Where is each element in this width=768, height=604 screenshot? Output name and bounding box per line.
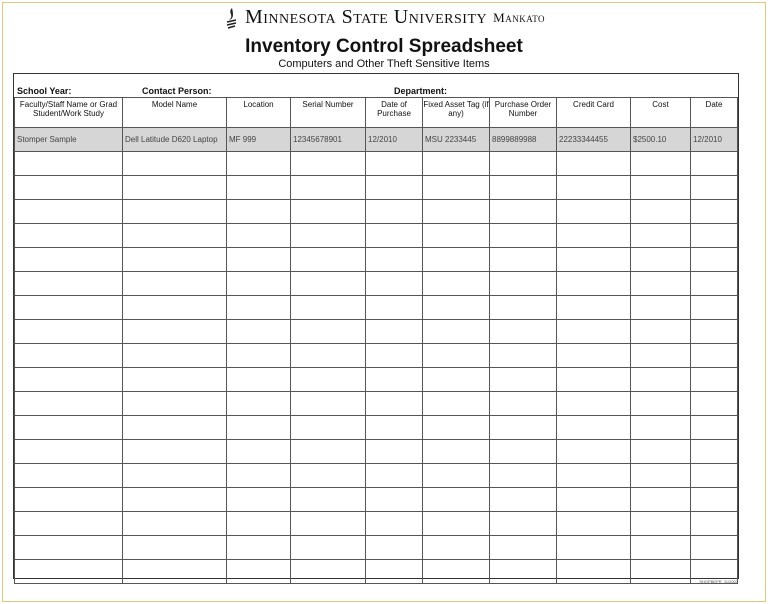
table-cell[interactable]: [631, 176, 691, 200]
table-cell[interactable]: [490, 152, 557, 176]
table-cell[interactable]: [227, 320, 291, 344]
table-cell[interactable]: [123, 224, 227, 248]
table-cell[interactable]: [366, 248, 423, 272]
sample-cell[interactable]: 12/2010: [691, 128, 738, 152]
table-row: [15, 272, 738, 296]
table-cell[interactable]: [490, 368, 557, 392]
meta-row: [14, 74, 738, 97]
table-cell[interactable]: [557, 464, 631, 488]
table-cell[interactable]: [366, 488, 423, 512]
table-cell[interactable]: [227, 296, 291, 320]
table-cell[interactable]: [15, 272, 123, 296]
table-cell[interactable]: [490, 536, 557, 560]
table-cell[interactable]: [227, 560, 291, 584]
table-cell[interactable]: [291, 320, 366, 344]
table-cell[interactable]: [15, 344, 123, 368]
table-cell[interactable]: [557, 200, 631, 224]
table-cell[interactable]: [291, 176, 366, 200]
table-cell[interactable]: [557, 224, 631, 248]
table-row: [15, 176, 738, 200]
table-cell[interactable]: [227, 512, 291, 536]
table-cell[interactable]: [15, 176, 123, 200]
table-cell[interactable]: [227, 464, 291, 488]
table-cell[interactable]: [557, 560, 631, 584]
table-cell[interactable]: [631, 560, 691, 584]
table-cell[interactable]: [123, 200, 227, 224]
sample-cell[interactable]: 12345678901: [291, 128, 366, 152]
sample-cell[interactable]: 12/2010: [366, 128, 423, 152]
table-cell[interactable]: [366, 560, 423, 584]
table-cell[interactable]: [15, 560, 123, 584]
table-cell[interactable]: [557, 536, 631, 560]
table-cell[interactable]: [291, 464, 366, 488]
table-cell[interactable]: [366, 200, 423, 224]
table-cell[interactable]: [631, 320, 691, 344]
table-cell[interactable]: [490, 320, 557, 344]
table-cell[interactable]: [366, 296, 423, 320]
table-cell[interactable]: [423, 344, 490, 368]
table-cell[interactable]: [691, 344, 738, 368]
table-cell[interactable]: [15, 536, 123, 560]
table-cell[interactable]: [227, 440, 291, 464]
table-cell[interactable]: [490, 296, 557, 320]
table-cell[interactable]: [691, 416, 738, 440]
table-cell[interactable]: [123, 176, 227, 200]
sample-cell[interactable]: 8899889988: [490, 128, 557, 152]
table-row: [15, 488, 738, 512]
column-header: Date: [691, 98, 738, 128]
column-header: Location: [227, 98, 291, 128]
table-cell[interactable]: [631, 248, 691, 272]
table-cell[interactable]: [557, 392, 631, 416]
table-cell[interactable]: [366, 152, 423, 176]
table-cell[interactable]: [227, 344, 291, 368]
table-cell[interactable]: [15, 248, 123, 272]
table-row: [15, 512, 738, 536]
sample-cell[interactable]: Stomper Sample: [15, 128, 123, 152]
table-cell[interactable]: [366, 344, 423, 368]
table-cell[interactable]: [557, 248, 631, 272]
table-cell[interactable]: [366, 320, 423, 344]
table-cell[interactable]: [291, 368, 366, 392]
sample-cell[interactable]: $2500.10: [631, 128, 691, 152]
table-cell[interactable]: [227, 200, 291, 224]
table-cell[interactable]: [423, 272, 490, 296]
table-cell[interactable]: [423, 488, 490, 512]
table-cell[interactable]: [631, 392, 691, 416]
page-subtitle: Computers and Other Theft Sensitive Items: [278, 57, 490, 70]
table-cell[interactable]: [691, 224, 738, 248]
table-cell[interactable]: [423, 152, 490, 176]
table-cell[interactable]: [15, 440, 123, 464]
table-cell[interactable]: [227, 176, 291, 200]
table-cell[interactable]: [366, 512, 423, 536]
table-cell[interactable]: [15, 152, 123, 176]
table-row: [15, 296, 738, 320]
table-cell[interactable]: [15, 488, 123, 512]
table-cell[interactable]: [691, 152, 738, 176]
table-cell[interactable]: [15, 392, 123, 416]
table-cell[interactable]: [691, 368, 738, 392]
table-cell[interactable]: [123, 152, 227, 176]
page-title: Inventory Control Spreadsheet: [245, 35, 523, 57]
table-cell[interactable]: [557, 440, 631, 464]
table-cell[interactable]: [691, 296, 738, 320]
form-code: SHOPBEPR_11/2007: [699, 579, 738, 584]
table-cell[interactable]: [423, 464, 490, 488]
table-cell[interactable]: [423, 512, 490, 536]
table-cell[interactable]: [631, 344, 691, 368]
table-cell[interactable]: [490, 560, 557, 584]
table-cell[interactable]: [631, 488, 691, 512]
table-cell[interactable]: [691, 272, 738, 296]
table-cell[interactable]: [490, 488, 557, 512]
table-cell[interactable]: [291, 560, 366, 584]
table-row: [15, 560, 738, 584]
table-cell[interactable]: [366, 368, 423, 392]
table-row: [15, 152, 738, 176]
table-cell[interactable]: [123, 560, 227, 584]
table-cell[interactable]: [227, 224, 291, 248]
inventory-sheet: [13, 73, 739, 579]
table-cell[interactable]: [490, 224, 557, 248]
table-cell[interactable]: [15, 320, 123, 344]
table-cell[interactable]: [631, 440, 691, 464]
table-cell[interactable]: [490, 176, 557, 200]
table-cell[interactable]: [423, 200, 490, 224]
column-header: Faculty/Staff Name or Grad Student/Work Study: [15, 98, 123, 128]
table-cell[interactable]: [123, 248, 227, 272]
column-header: Credit Card: [557, 98, 631, 128]
table-cell[interactable]: [15, 512, 123, 536]
table-cell[interactable]: [291, 248, 366, 272]
table-cell[interactable]: [691, 200, 738, 224]
table-row: [15, 440, 738, 464]
table-cell[interactable]: [227, 272, 291, 296]
table-cell[interactable]: [291, 200, 366, 224]
table-cell[interactable]: [366, 536, 423, 560]
table-cell[interactable]: [631, 152, 691, 176]
table-cell[interactable]: [490, 272, 557, 296]
table-cell[interactable]: [123, 344, 227, 368]
column-header: Fixed Asset Tag (if any): [423, 98, 490, 128]
table-row: [15, 248, 738, 272]
table-cell[interactable]: [423, 392, 490, 416]
table-cell[interactable]: [123, 296, 227, 320]
sample-cell[interactable]: MF 999: [227, 128, 291, 152]
table-cell[interactable]: [691, 488, 738, 512]
sample-cell[interactable]: 22233344455: [557, 128, 631, 152]
table-cell[interactable]: [557, 320, 631, 344]
table-cell[interactable]: [557, 272, 631, 296]
table-cell[interactable]: [691, 464, 738, 488]
table-cell[interactable]: [557, 488, 631, 512]
table-cell[interactable]: [691, 440, 738, 464]
table-cell[interactable]: [366, 416, 423, 440]
column-header: Date of Purchase: [366, 98, 423, 128]
contact-person-label: Contact Person:: [142, 86, 212, 96]
table-cell[interactable]: [557, 296, 631, 320]
table-cell[interactable]: [423, 248, 490, 272]
sample-cell[interactable]: Dell Latitude D620 Laptop: [123, 128, 227, 152]
column-header: Purchase Order Number: [490, 98, 557, 128]
inventory-table: [14, 97, 738, 584]
table-cell[interactable]: [631, 272, 691, 296]
university-name: [223, 6, 545, 29]
table-cell[interactable]: [15, 464, 123, 488]
table-row: [15, 536, 738, 560]
table-cell[interactable]: [423, 416, 490, 440]
table-cell[interactable]: [423, 536, 490, 560]
table-cell[interactable]: [423, 368, 490, 392]
table-cell[interactable]: [291, 344, 366, 368]
table-cell[interactable]: [557, 416, 631, 440]
table-cell[interactable]: [366, 464, 423, 488]
header: [0, 6, 768, 70]
table-cell[interactable]: [227, 488, 291, 512]
table-row: [15, 320, 738, 344]
table-cell[interactable]: [227, 368, 291, 392]
table-row: [15, 200, 738, 224]
table-cell[interactable]: [423, 296, 490, 320]
university-sub: Mankato: [493, 9, 546, 25]
table-cell[interactable]: [227, 152, 291, 176]
table-cell[interactable]: [291, 296, 366, 320]
table-cell[interactable]: [631, 296, 691, 320]
table-cell[interactable]: [490, 248, 557, 272]
table-cell[interactable]: [691, 392, 738, 416]
column-header: Serial Number: [291, 98, 366, 128]
table-cell[interactable]: [423, 224, 490, 248]
table-cell[interactable]: [691, 248, 738, 272]
table-cell[interactable]: [291, 152, 366, 176]
table-cell[interactable]: [123, 488, 227, 512]
table-row: [15, 344, 738, 368]
table-cell[interactable]: [557, 152, 631, 176]
table-cell[interactable]: [291, 392, 366, 416]
table-cell[interactable]: [291, 224, 366, 248]
table-cell[interactable]: [631, 416, 691, 440]
table-cell[interactable]: [366, 440, 423, 464]
table-cell[interactable]: [123, 464, 227, 488]
table-cell[interactable]: [490, 344, 557, 368]
table-cell[interactable]: [631, 200, 691, 224]
table-cell[interactable]: [490, 512, 557, 536]
table-cell[interactable]: [291, 512, 366, 536]
table-row: [15, 464, 738, 488]
table-cell[interactable]: [123, 392, 227, 416]
table-cell[interactable]: [227, 248, 291, 272]
table-cell[interactable]: [557, 176, 631, 200]
table-cell[interactable]: [423, 560, 490, 584]
table-cell[interactable]: [15, 368, 123, 392]
table-row: [15, 368, 738, 392]
sample-cell[interactable]: MSU 2233445: [423, 128, 490, 152]
table-cell[interactable]: [15, 200, 123, 224]
table-cell[interactable]: [291, 536, 366, 560]
table-cell[interactable]: [490, 392, 557, 416]
table-row: [15, 416, 738, 440]
table-cell[interactable]: [291, 440, 366, 464]
table-cell[interactable]: [123, 536, 227, 560]
table-cell[interactable]: [123, 368, 227, 392]
table-cell[interactable]: [423, 320, 490, 344]
table-cell[interactable]: [123, 416, 227, 440]
table-cell[interactable]: [15, 416, 123, 440]
table-cell[interactable]: [227, 416, 291, 440]
table-cell[interactable]: [123, 272, 227, 296]
table-cell[interactable]: [123, 512, 227, 536]
table-cell[interactable]: [490, 200, 557, 224]
table-cell[interactable]: [227, 536, 291, 560]
table-cell[interactable]: [557, 344, 631, 368]
column-header: Cost: [631, 98, 691, 128]
table-cell[interactable]: [631, 464, 691, 488]
table-cell[interactable]: [490, 440, 557, 464]
table-cell[interactable]: [227, 392, 291, 416]
table-cell[interactable]: [691, 176, 738, 200]
table-row: [15, 392, 738, 416]
table-cell[interactable]: [490, 416, 557, 440]
table-cell[interactable]: [123, 440, 227, 464]
table-cell[interactable]: [557, 368, 631, 392]
table-cell[interactable]: [631, 368, 691, 392]
table-cell[interactable]: [366, 224, 423, 248]
table-cell[interactable]: [691, 512, 738, 536]
table-row: [15, 224, 738, 248]
table-cell[interactable]: [557, 512, 631, 536]
table-cell[interactable]: [366, 176, 423, 200]
table-cell[interactable]: [123, 320, 227, 344]
department-label: Department:: [394, 86, 448, 96]
table-cell[interactable]: [631, 224, 691, 248]
sample-row: [15, 128, 738, 152]
table-cell[interactable]: [291, 416, 366, 440]
table-cell[interactable]: [423, 176, 490, 200]
university-main: Minnesota State University: [244, 6, 488, 28]
table-cell[interactable]: [291, 272, 366, 296]
table-cell[interactable]: [631, 536, 691, 560]
flame-logo-icon: [223, 7, 239, 29]
table-cell[interactable]: [631, 512, 691, 536]
table-cell[interactable]: [691, 320, 738, 344]
table-cell[interactable]: [691, 536, 738, 560]
table-cell[interactable]: [490, 464, 557, 488]
header-row: [15, 98, 738, 128]
table-cell[interactable]: [15, 296, 123, 320]
table-cell[interactable]: [15, 224, 123, 248]
table-cell[interactable]: [366, 272, 423, 296]
table-cell[interactable]: [366, 392, 423, 416]
school-year-label: School Year:: [17, 86, 72, 96]
table-cell[interactable]: [291, 488, 366, 512]
column-header: Model Name: [123, 98, 227, 128]
table-cell[interactable]: [423, 440, 490, 464]
